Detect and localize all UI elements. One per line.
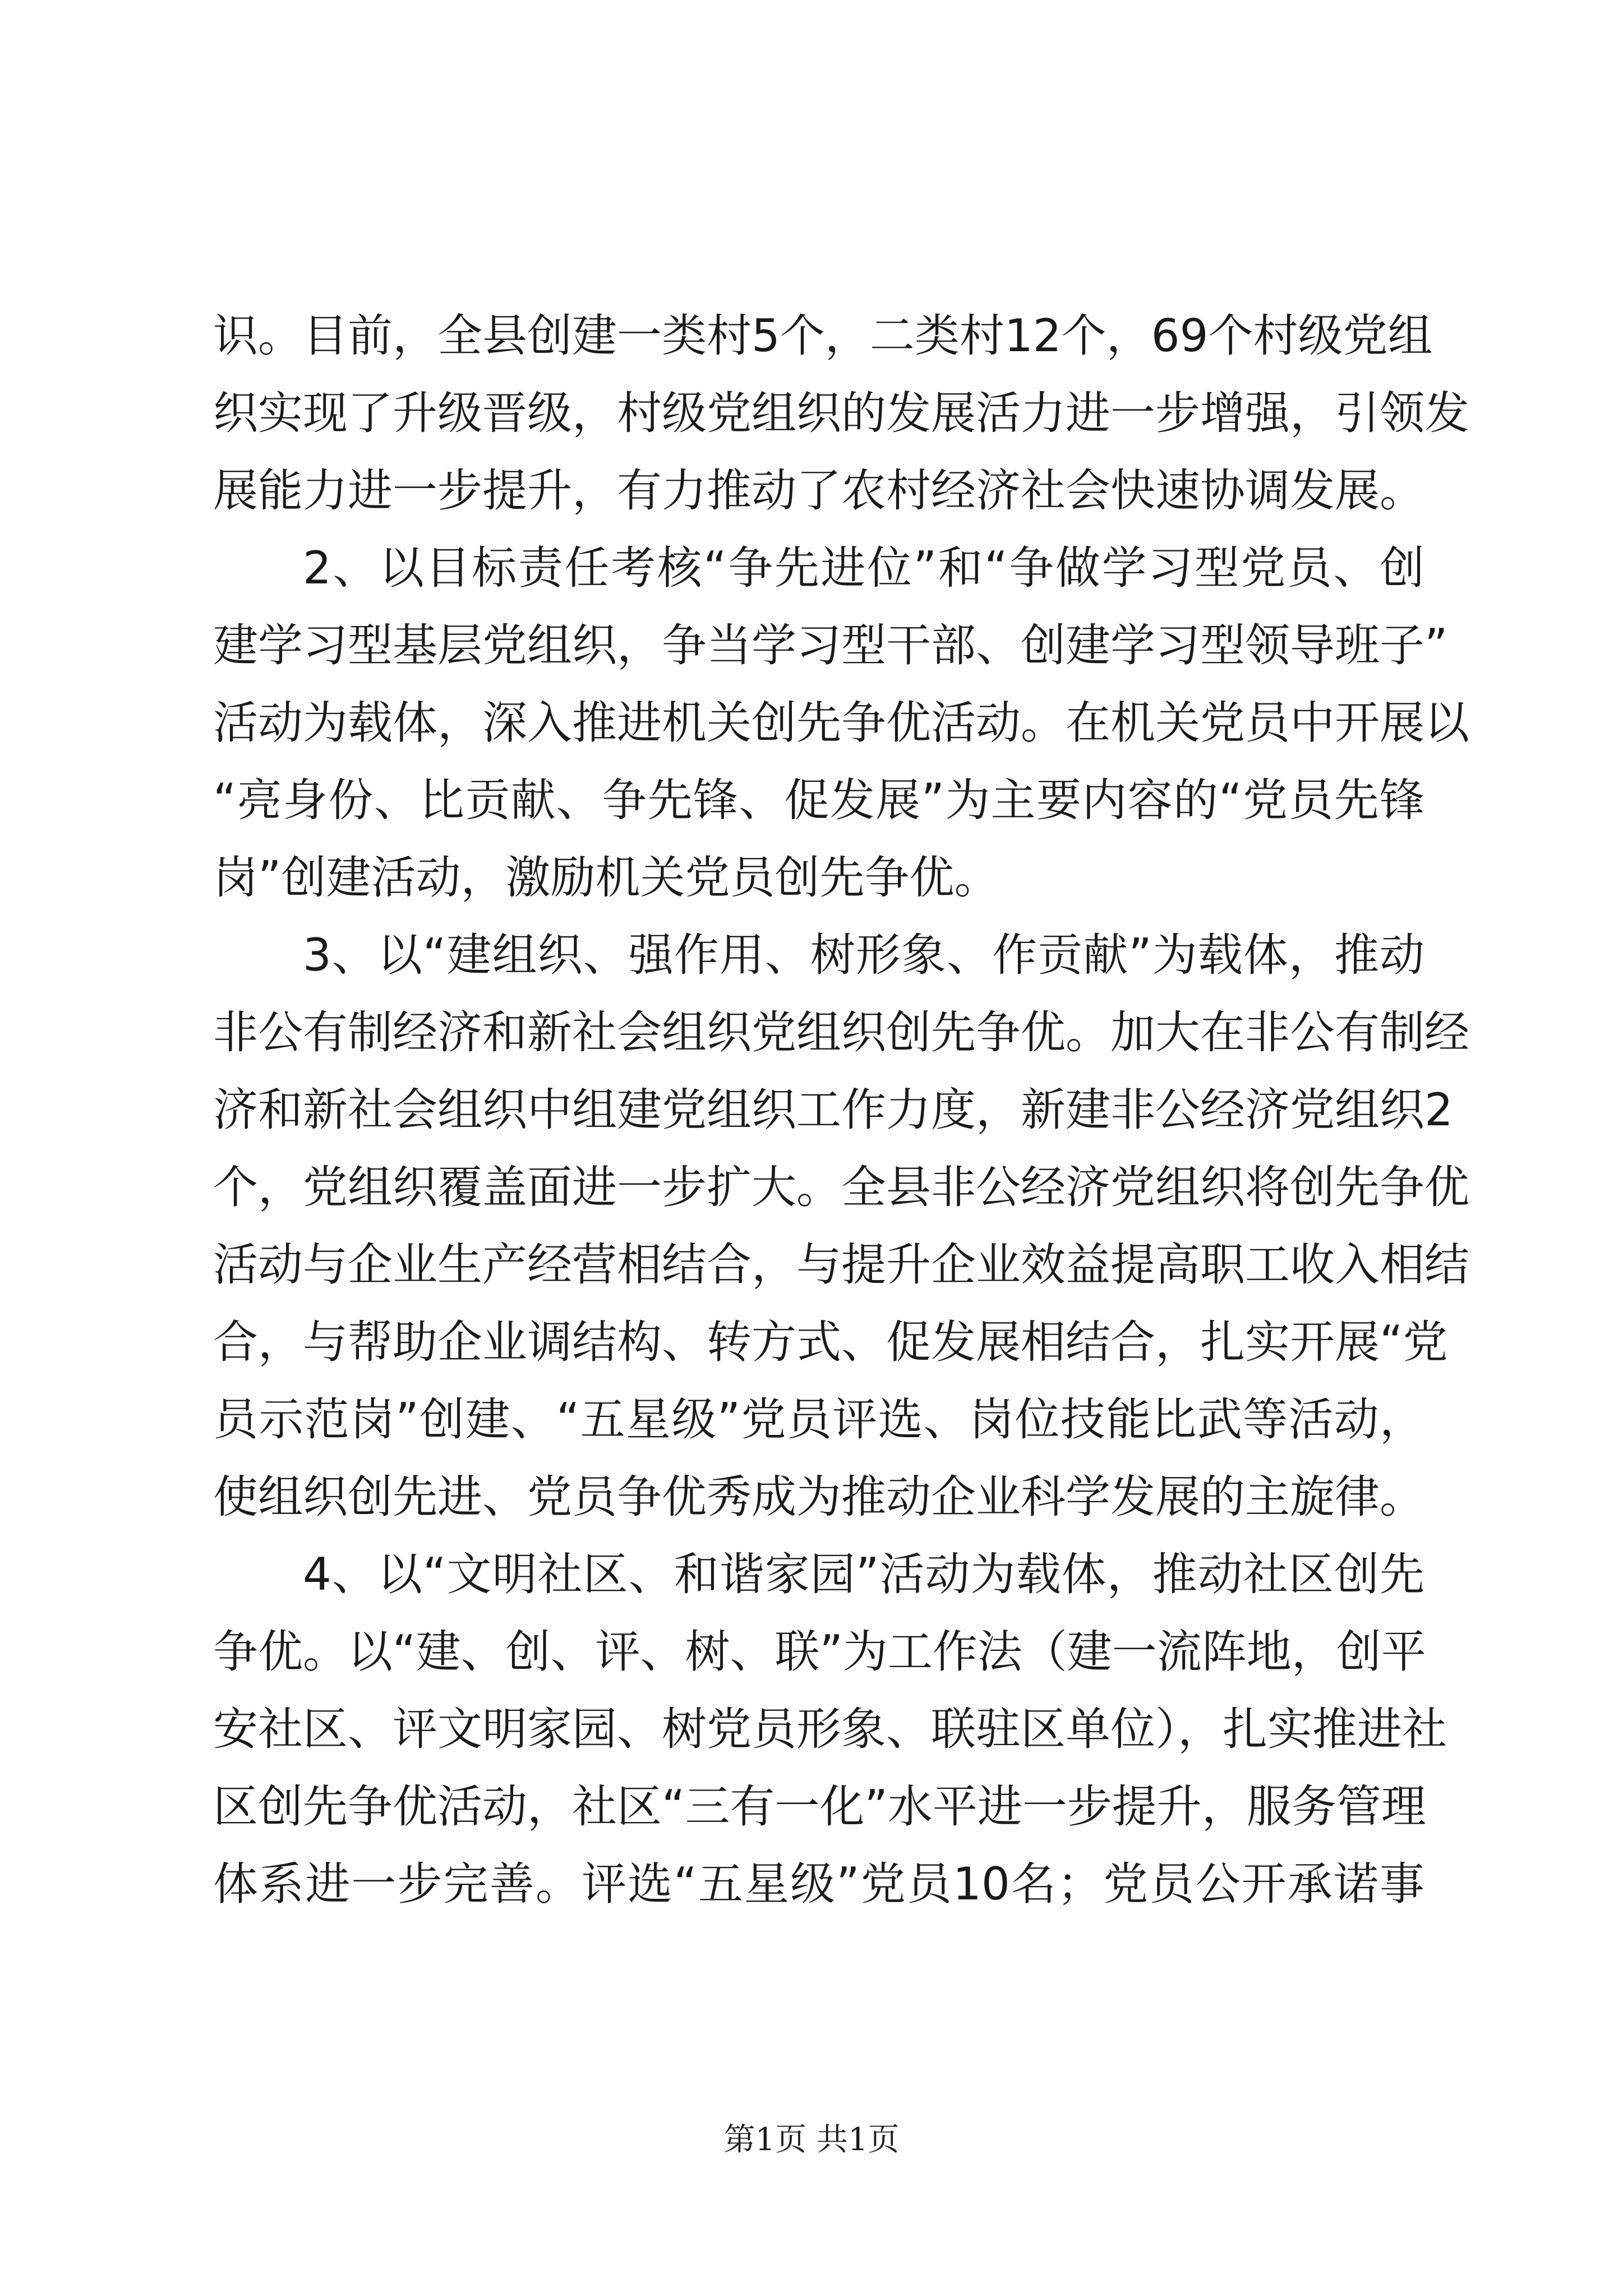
document-body xyxy=(213,297,1469,1923)
text-line: 岗”创建活动，激励机关党员创先争优。 xyxy=(213,852,999,904)
text-line: 活动与企业生产经营相结合，与提升企业效益提高职工收入相结 xyxy=(213,1239,1469,1291)
text-line: 3、以“建组织、强作用、树形象、作贡献”为载体，推动 xyxy=(303,929,1424,981)
text-line: 4、以“文明社区、和谐家园”活动为载体，推动社区创先 xyxy=(303,1548,1424,1600)
text-line: 使组织创先进、党员争优秀成为推动企业科学发展的主旋律。 xyxy=(213,1471,1424,1523)
text-line: 体系进一步完善。评选“五星级”党员10名；党员公开承诺事 xyxy=(213,1858,1424,1910)
text-line: 合，与帮助企业调结构、转方式、促发展相结合，扎实开展“党 xyxy=(213,1316,1448,1368)
text-line: “亮身份、比贡献、争先锋、促发展”为主要内容的“党员先锋 xyxy=(213,774,1424,826)
text-line: 活动为载体，深入推进机关创先争优活动。在机关党员中开展以 xyxy=(213,697,1469,749)
text-line: 2、以目标责任考核“争先进位”和“争做学习型党员、创 xyxy=(303,542,1424,594)
text-line: 安社区、评文明家园、树党员形象、联驻区单位），扎实推进社 xyxy=(213,1703,1447,1755)
page-number-footer: 第1页 共1页 xyxy=(723,2122,900,2158)
text-line: 识。目前，全县创建一类村5个，二类村12个，69个村级党组 xyxy=(213,310,1433,362)
text-line: 员示范岗”创建、“五星级”党员评选、岗位技能比武等活动， xyxy=(213,1393,1424,1446)
text-line: 个，党组织覆盖面进一步扩大。全县非公经济党组织将创先争优 xyxy=(213,1161,1469,1213)
text-line: 区创先争优活动，社区“三有一化”水平进一步提升，服务管理 xyxy=(213,1780,1426,1833)
text-line: 济和新社会组织中组建党组织工作力度，新建非公经济党组织2 xyxy=(213,1084,1453,1136)
text-line: 争优。以“建、创、评、树、联”为工作法（建一流阵地，创平 xyxy=(213,1626,1426,1678)
text-line: 非公有制经济和新社会组织党组织创先争优。加大在非公有制经 xyxy=(213,1006,1469,1059)
text-line: 展能力进一步提升，有力推动了农村经济社会快速协调发展。 xyxy=(213,464,1424,517)
text-line: 建学习型基层党组织，争当学习型干部、创建学习型领导班子” xyxy=(213,619,1448,671)
text-line: 织实现了升级晋级，村级党组织的发展活力进一步增强，引领发 xyxy=(213,387,1469,439)
